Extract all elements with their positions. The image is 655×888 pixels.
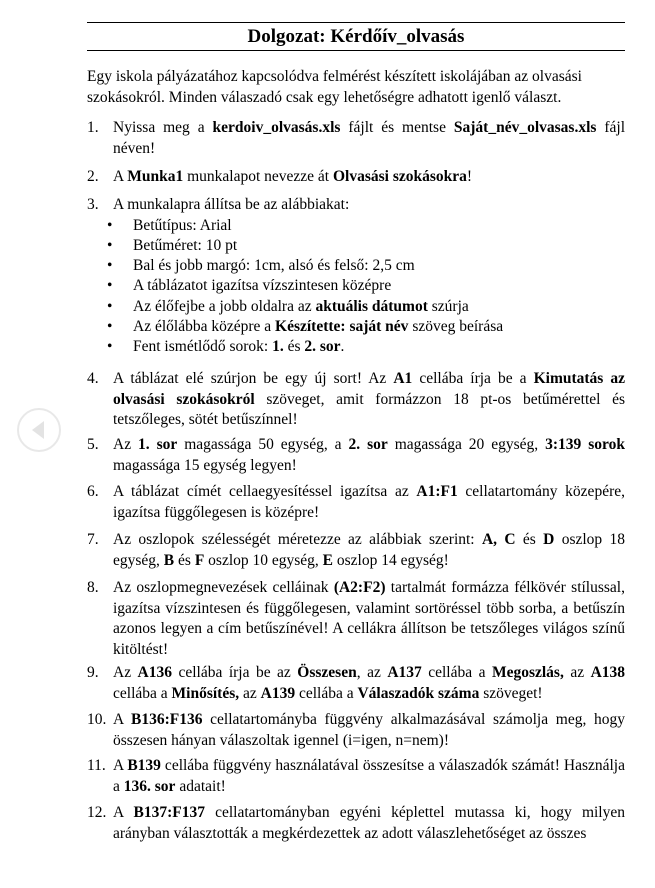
text: Bal és jobb margó: 1cm, alsó és felső: 2,5 cm — [133, 257, 415, 275]
text: fájl néven! — [113, 119, 625, 157]
text: cellába a — [295, 684, 358, 702]
text: tartalmát formázza félkövér stílussal, igazítsa vízszintesen és függőlegesen, valamint sortöréssel több sorba, a betűszín azonos legyen a cím betűszínével! A cellákra állítson be tetszőleges világos színű kitöltést! — [113, 579, 625, 658]
item-number: 7. — [87, 531, 99, 548]
text: Nyissa meg a — [113, 119, 213, 136]
text: magassága 15 egység legyen! — [113, 456, 297, 474]
document-title: Dolgozat: Kérdőív_olvasás — [247, 26, 465, 47]
title-box — [87, 22, 625, 51]
task-item-8 — [87, 578, 625, 660]
bullet-item — [87, 337, 625, 357]
text: fájlt és mentse — [340, 119, 454, 136]
item-text — [113, 663, 625, 704]
text: A — [113, 804, 134, 821]
item-text — [113, 756, 625, 797]
text: A — [113, 711, 131, 728]
bullet-item — [87, 216, 625, 236]
task-item-5 — [87, 435, 625, 476]
text: szöveget! — [479, 684, 543, 702]
text: cellába a — [113, 684, 172, 702]
item-text — [113, 435, 625, 476]
bold-text: A139 — [260, 684, 296, 702]
bold-text: A1 — [393, 370, 413, 387]
text: Az élőfejbe a jobb oldalra az — [133, 297, 316, 315]
item-text — [113, 578, 625, 660]
item-text — [113, 369, 625, 431]
text: Az — [113, 436, 139, 453]
text: oszlop 10 egység, — [204, 551, 323, 569]
text: adatait! — [175, 777, 226, 795]
text: szöveg beírása — [408, 317, 504, 335]
text: cellába írja be az — [172, 664, 298, 681]
text: Betűtípus: Arial — [133, 216, 232, 234]
text: cellatartományban egyéni képlettel mutassa ki, hogy milyen arányban választották a megkérdezettek az adott válaszlehetőséget az összes — [113, 804, 625, 842]
text: szöveget, amit formázzon 18 pt-os betűmérettel és tetszőleges, sötét betűszínnel! — [113, 390, 625, 428]
item-text — [113, 167, 625, 188]
text: A táblázat címét cellaegyesítéssel igazítsa az — [113, 483, 417, 500]
bold-text: A1:F1 — [416, 483, 458, 500]
bold-text: A137 — [387, 664, 422, 681]
bold-text: 2. sor — [304, 338, 341, 356]
bullet-item — [87, 256, 625, 276]
text: magassága 20 egység, — [387, 436, 546, 453]
text: Fent ismétlődő sorok: — [133, 338, 273, 356]
item-number: 9. — [87, 664, 99, 681]
text: Az oszlopok szélességét méretezze az alábbiak szerint: — [113, 531, 482, 548]
bold-text: Válaszadók száma — [357, 684, 480, 702]
task-item-1 — [87, 118, 625, 159]
item-text — [113, 803, 625, 844]
text: cellatartomány közepére, igazítsa függőlegesen is középre! — [113, 483, 625, 521]
text: oszlop 18 egység, — [113, 531, 626, 569]
item-number: 2. — [87, 168, 99, 185]
task-item-6 — [87, 482, 625, 523]
text: az — [563, 664, 591, 681]
bold-text: 1. — [272, 338, 284, 356]
item-number: 12. — [87, 804, 107, 821]
text: A munkalapra állítsa be az alábbiakat: — [113, 196, 350, 213]
text: A táblázat elé szúrjon be egy új sort! Az — [113, 370, 394, 387]
bold-text: 2. sor — [348, 436, 388, 453]
bold-text: Készítette: saját név — [275, 317, 409, 335]
item-text — [113, 195, 625, 216]
item-number: 1. — [87, 119, 99, 136]
bold-text: Saját_név_olvasas.xls — [453, 119, 597, 136]
bold-text: F — [194, 551, 205, 569]
text: Az — [113, 664, 138, 681]
bold-text: aktuális dátumot — [315, 297, 428, 315]
text: Betűméret: 10 pt — [133, 236, 238, 254]
text: és — [283, 338, 305, 356]
bold-text: A138 — [590, 664, 626, 681]
text: . — [340, 338, 345, 356]
text: az — [239, 684, 261, 702]
text: Az oszlopmegnevezések celláinak — [113, 579, 334, 596]
bold-text: Minősítés, — [171, 684, 240, 702]
bold-text: Összesen — [297, 664, 357, 681]
bold-text: kerdoiv_olvasás.xls — [212, 119, 341, 136]
task-item-11 — [87, 756, 625, 797]
item-number: 4. — [87, 370, 99, 387]
text: cellába a — [421, 664, 492, 681]
text: , az — [356, 664, 388, 681]
text: ! — [466, 168, 473, 185]
bullet-item — [87, 276, 625, 296]
bold-text: (A2:F2) — [333, 579, 386, 596]
text: cellatartományba függvény alkalmazásával számolja meg, hogy összesen hányan válaszoltak igennel (i=igen, n=nem)! — [113, 711, 625, 749]
intro-paragraph: Egy iskola pályázatához kapcsolódva felmérést készített iskolájában az olvasási szokásokról. Minden válaszadó csak egy lehetőségre adhatott igenlő választ. — [87, 68, 582, 106]
bold-text: A, C — [481, 531, 516, 548]
text: A táblázatot igazítsa vízszintesen középre — [133, 277, 392, 295]
item-text — [113, 118, 625, 159]
item-number: 3. — [87, 196, 99, 213]
item-number: 5. — [87, 436, 99, 453]
text: cellába írja be a — [412, 370, 534, 387]
bold-text: A136 — [137, 664, 172, 681]
bullet-list — [87, 216, 625, 358]
task-item-10 — [87, 710, 625, 751]
text: A — [113, 757, 128, 774]
task-item-2 — [87, 167, 625, 188]
text: szúrja — [427, 297, 469, 315]
item-text — [113, 530, 625, 571]
item-number: 8. — [87, 579, 99, 596]
bold-text: E — [322, 551, 334, 569]
bullet-item — [87, 236, 625, 256]
bold-text: Olvasási szokásokra — [332, 168, 467, 185]
item-number: 10. — [87, 711, 107, 728]
bold-text: 1. sor — [138, 436, 178, 453]
item-text — [113, 482, 625, 523]
bold-text: 3:139 sorok — [545, 436, 625, 453]
bold-text: 136. sor — [123, 777, 176, 795]
item-number: 11. — [87, 757, 106, 774]
bold-text: B139 — [127, 757, 161, 774]
bold-text: D — [543, 531, 555, 548]
bold-text: Kimutatás az olvasási szokásokról — [113, 370, 626, 408]
text: és — [515, 531, 544, 548]
bold-text: B136:F136 — [131, 711, 203, 728]
text: Az élőlábba középre a — [133, 317, 276, 335]
text: A — [113, 168, 128, 185]
bullet-item — [87, 317, 625, 337]
bold-text: B — [163, 551, 175, 569]
task-item-12 — [87, 803, 625, 844]
bold-text: Megoszlás, — [491, 664, 564, 681]
arrow-left-icon — [32, 421, 44, 439]
item-number: 6. — [87, 483, 99, 500]
text: oszlop 14 egység! — [333, 551, 449, 569]
text: cellába függvény használatával összesítse a válaszadók számát! Használja a — [113, 757, 625, 795]
task-item-3 — [87, 195, 625, 358]
text: magassága 50 egység, a — [177, 436, 349, 453]
bold-text: Munka1 — [127, 168, 184, 185]
task-item-4 — [87, 369, 625, 431]
bullet-item — [87, 297, 625, 317]
item-text — [113, 710, 625, 751]
text: munkalapot nevezze át — [183, 168, 333, 185]
bold-text: B137:F137 — [133, 804, 205, 821]
previous-page-button[interactable] — [17, 408, 61, 452]
text: és — [174, 551, 195, 569]
task-item-7 — [87, 530, 625, 571]
task-item-9 — [87, 663, 625, 704]
